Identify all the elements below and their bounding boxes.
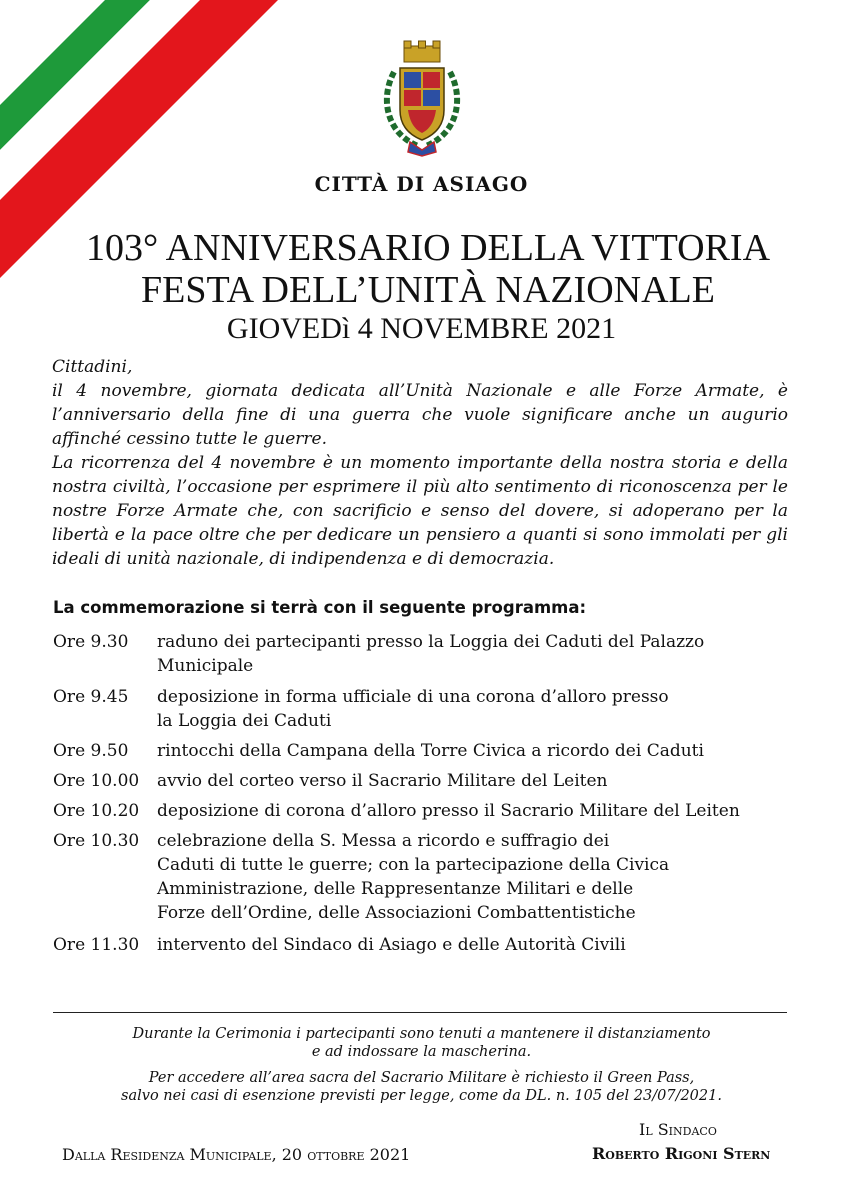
title-line-2: FESTA DELL’UNITÀ NAZIONALE — [141, 269, 715, 311]
program-item — [53, 630, 798, 678]
program-item — [53, 829, 798, 925]
program-time: Ore 10.30 — [53, 831, 140, 851]
program-time: Ore 10.00 — [53, 771, 140, 791]
program-item — [53, 799, 798, 823]
intro-text — [52, 355, 788, 571]
asiago-coat-of-arms-icon — [380, 38, 464, 158]
program-item — [53, 739, 798, 763]
program-description: raduno dei partecipanti presso la Loggia dei Caduti del Palazzo Municipale — [157, 632, 705, 676]
program-description: deposizione in forma ufficiale di una corona d’alloro presso la Loggia dei Caduti — [157, 687, 669, 731]
mayor-name: Roberto Rigoni Stern — [592, 1144, 771, 1163]
divider — [53, 1012, 787, 1013]
mayor-title: Il Sindaco — [639, 1120, 717, 1139]
program-item — [53, 685, 798, 733]
program-description: deposizione di corona d’alloro presso il Sacrario Militare del Leiten — [157, 801, 740, 821]
program-time: Ore 9.30 — [53, 632, 129, 652]
intro-paragraph-2: La ricorrenza del 4 novembre è un momento importante della nostra storia e della nostra civiltà, l’occasione per esprimere il più alto sentimento di riconoscenza per le nostre Forze Armate che, con sacrificio e senso del dovere, si adoperano per la libertà e la pace oltre che per dedicare un pensiero a quanti si sono immolati per gli ideali di unità nazionale, di indipendenza e di democrazia. — [52, 453, 788, 569]
program-time: Ore 10.20 — [53, 801, 140, 821]
title-line-1: 103° ANNIVERSARIO DELLA VITTORIA — [85, 227, 771, 269]
issue-date: Dalla Residenza Municipale, 20 ottobre 2021 — [62, 1145, 411, 1164]
program-description: celebrazione della S. Messa a ricordo e suffragio dei Caduti di tutte le guerre; con la partecipazione della Civica Amministrazione, delle Rappresentanze Militari e delle Forze dell’Ordine, delle Associazioni Combattentistiche — [157, 831, 670, 923]
program-time: Ore 9.45 — [53, 687, 129, 707]
program-title: La commemorazione si terrà con il seguente programma: — [53, 598, 587, 617]
program-description: intervento del Sindaco di Asiago e delle Autorità Civili — [157, 935, 626, 955]
city-name: CITTÀ DI ASIAGO — [314, 172, 529, 196]
covid-note: Durante la Cerimonia i partecipanti sono tenuti a mantenere il distanziamento e ad indossare la mascherina. — [132, 1026, 711, 1060]
program-time: Ore 11.30 — [53, 935, 140, 955]
event-date: GIOVEDì 4 NOVEMBRE 2021 — [226, 312, 617, 345]
program-item — [53, 933, 798, 957]
program-item — [53, 769, 798, 793]
intro-salutation: Cittadini, — [52, 357, 133, 377]
green-pass-note: Per accedere all’area sacra del Sacrario Militare è richiesto il Green Pass, salvo nei casi di esenzione previsti per legge, come da DL. n. 105 del 23/07/2021. — [121, 1070, 722, 1104]
program-description: rintocchi della Campana della Torre Civica a ricordo dei Caduti — [157, 741, 704, 761]
program-time: Ore 9.50 — [53, 741, 129, 761]
program-description: avvio del corteo verso il Sacrario Militare del Leiten — [157, 771, 608, 791]
intro-paragraph-1: il 4 novembre, giornata dedicata all’Unità Nazionale e alle Forze Armate, è l’anniversario della fine di una guerra che vuole significare anche un augurio affinché cessino tutte le guerre. — [52, 381, 788, 449]
